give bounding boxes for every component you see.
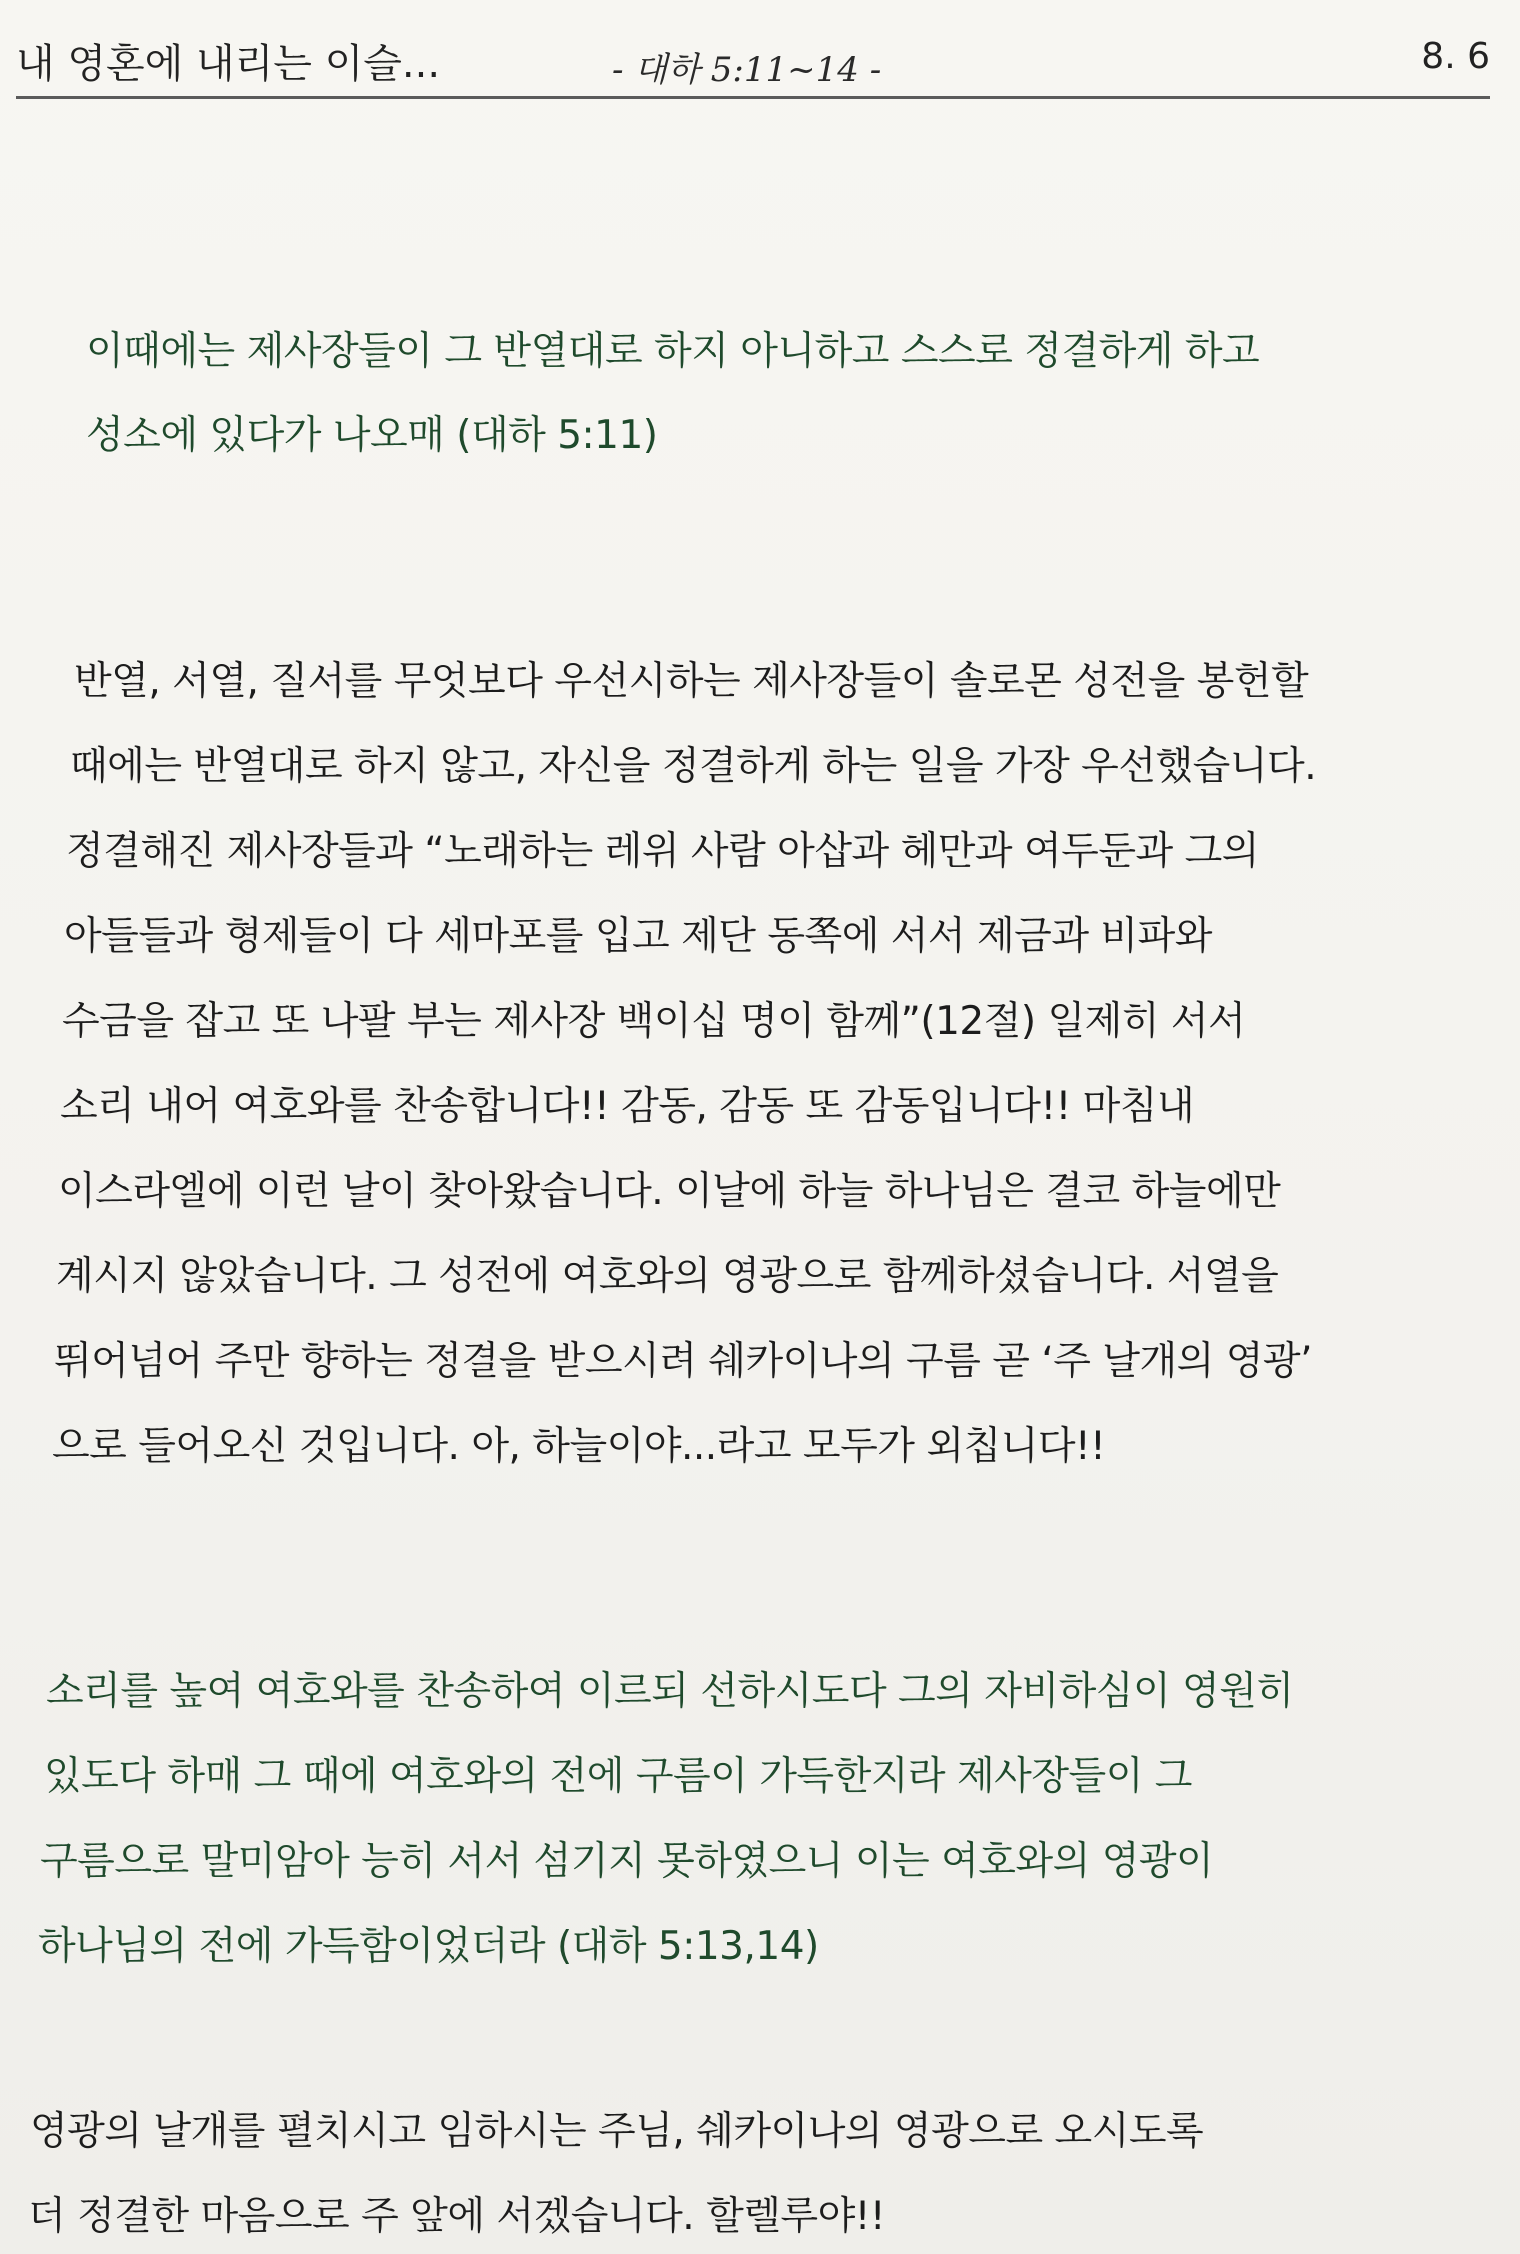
- passage-reference: - 대하 5:11~14 -: [612, 50, 882, 90]
- verse1-line: 성소에 있다가 나오매 (대하 5:11): [86, 413, 658, 458]
- header-divider: [16, 96, 1490, 99]
- reflection-line: 뛰어넘어 주만 향하는 정결을 받으시려 쉐카이나의 구름 곧 ‘주 날개의 영광’: [54, 1339, 1312, 1384]
- reflection-line: 정결해진 제사장들과 “노래하는 레위 사람 아삽과 헤만과 여두둔과 그의: [66, 829, 1259, 874]
- prayer-line: 영광의 날개를 펼치시고 임하시는 주님, 쉐카이나의 영광으로 오시도록: [30, 2109, 1204, 2154]
- book-title: 내 영혼에 내리는 이슬...: [16, 41, 441, 87]
- verse2-line: 구름으로 말미암아 능히 서서 섬기지 못하였으니 이는 여호와의 영광이: [40, 1839, 1214, 1884]
- reflection-line: 으로 들어오신 것입니다. 아, 하늘이야...라고 모두가 외칩니다!!: [52, 1424, 1106, 1469]
- reflection-line: 아들들과 형제들이 다 세마포를 입고 제단 동쪽에 서서 제금과 비파와: [64, 914, 1212, 959]
- page-header: [16, 28, 1490, 100]
- reflection-line: 계시지 않았습니다. 그 성전에 여호와의 영광으로 함께하셨습니다. 서열을: [56, 1254, 1279, 1299]
- reflection-line: 소리 내어 여호와를 찬송합니다!! 감동, 감동 또 감동입니다!! 마침내: [60, 1084, 1195, 1129]
- verse1-line: 이때에는 제사장들이 그 반열대로 하지 아니하고 스스로 정결하게 하고: [86, 329, 1260, 374]
- verse2-line: 있도다 하매 그 때에 여호와의 전에 구름이 가득한지라 제사장들이 그: [44, 1754, 1192, 1799]
- verse2-line: 소리를 높여 여호와를 찬송하여 이르되 선하시도다 그의 자비하심이 영원히: [46, 1669, 1294, 1714]
- reflection-line: 때에는 반열대로 하지 않고, 자신을 정결하게 하는 일을 가장 우선했습니다.: [70, 744, 1317, 789]
- prayer-line: 더 정결한 마음으로 주 앞에 서겠습니다. 할렐루야!!: [28, 2194, 886, 2239]
- page-date: 8. 6: [1421, 36, 1490, 77]
- reflection-line: 반열, 서열, 질서를 무엇보다 우선시하는 제사장들이 솔로몬 성전을 봉헌할: [74, 659, 1309, 704]
- reflection-line: 수금을 잡고 또 나팔 부는 제사장 백이십 명이 함께”(12절) 일제히 서서: [62, 999, 1246, 1044]
- reflection-line: 이스라엘에 이런 날이 찾아왔습니다. 이날에 하늘 하나님은 결코 하늘에만: [58, 1169, 1281, 1214]
- verse2-line: 하나님의 전에 가득함이었더라 (대하 5:13,14): [38, 1924, 819, 1969]
